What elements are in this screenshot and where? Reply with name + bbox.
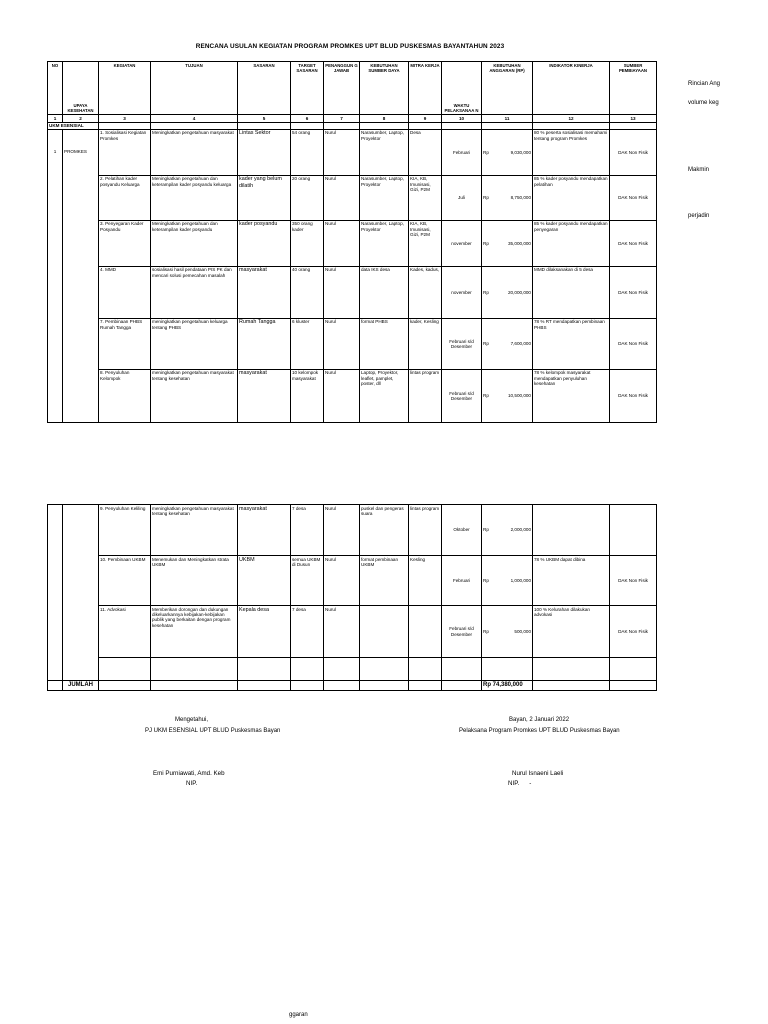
table-row (48, 369, 657, 422)
header-row (48, 62, 657, 115)
table-row (48, 318, 657, 369)
total-label: JUMLAH (63, 681, 99, 691)
cell-anggaran (482, 556, 533, 606)
cell-pj: Nurul (324, 129, 360, 175)
cell-anggaran (482, 129, 533, 175)
cell-target: 7 desa (291, 606, 324, 658)
row-number: 1 (48, 129, 63, 422)
program-name: PROMKES (63, 129, 99, 422)
col-number: 1 (48, 115, 63, 123)
table-row (48, 556, 657, 606)
cell-pj: Nurul (324, 606, 360, 658)
empty-row (48, 658, 657, 681)
cell-sasaran: kader posyandu (238, 220, 291, 266)
cell-indikator: MMD dilaksanakan di 5 desa (533, 266, 610, 318)
cell-waktu: Februari s/d Desember (442, 606, 482, 658)
cell-pj: Nurul (324, 266, 360, 318)
side-note: volume keg (688, 100, 719, 106)
cell-waktu: Juli (442, 175, 482, 220)
cell-sasaran: Lintas Sektor (238, 129, 291, 175)
header-kegiatan: KEGIATAN (99, 62, 151, 115)
total-row (48, 681, 657, 691)
cell-indikator: 85 % kader posyandu mendapatkan penyegaran (533, 220, 610, 266)
col-number: 5 (238, 115, 291, 123)
currency: Rp (483, 341, 489, 347)
header-sasaran: SASARAN (238, 62, 291, 115)
currency: Rp (483, 393, 489, 399)
header-target: TARGET SASARAN (291, 62, 324, 115)
cell-indikator: 78 % RT mendapatkan pembinaan PHBS (533, 318, 610, 369)
cell-mitra: kader, Kesling (409, 318, 442, 369)
cell-indikator: 78 % UKBM dapat dibina (533, 556, 610, 606)
col-number: 13 (610, 115, 657, 123)
amount: 2,000,000 (510, 527, 531, 533)
col-number: 10 (442, 115, 482, 123)
header-tujuan: TUJUAN (151, 62, 238, 115)
cell-target: 54 orang (291, 129, 324, 175)
currency: Rp (483, 195, 489, 201)
cell-waktu: Februari (442, 556, 482, 606)
cell-sumber-daya (360, 606, 409, 658)
cell-anggaran (482, 220, 533, 266)
cell-pj: Nurul (324, 556, 360, 606)
cell-tujuan: Meningkatkan pengetahuan dan keterampilan kader posyandu (151, 220, 238, 266)
nip-label: NIP. (508, 780, 520, 787)
cell-sasaran: Rumah Tangga (238, 318, 291, 369)
cell-kegiatan: 10. Pembinaan UKBM (99, 556, 151, 606)
cell-mitra: lintas program (409, 505, 442, 556)
cell-target: 40 orang (291, 266, 324, 318)
cell-target: 20 orang (291, 175, 324, 220)
cell-anggaran (482, 369, 533, 422)
amount: 7,600,000 (510, 341, 531, 347)
amount: 1,000,000 (510, 577, 531, 583)
cell-sasaran: UKBM (238, 556, 291, 606)
signature-left-role: PJ UKM ESENSIAL UPT BLUD Puskesmas Bayan (145, 728, 281, 734)
cell-waktu: Februari s/d Desember (442, 369, 482, 422)
table-row (48, 175, 657, 220)
cell-sumber-daya: format PHBS (360, 318, 409, 369)
cell-mitra (409, 606, 442, 658)
col-number: 9 (409, 115, 442, 123)
cell-indikator: 78 % kelompok masyarakat mendapatkan penyuluhan kesehatan (533, 369, 610, 422)
cell-sasaran: kader yang belum dilatih (238, 175, 291, 220)
header-sumber-biaya: SUMBER PEMBIAYAAN (610, 62, 657, 115)
cell-sumber-daya: Narasumber, Laptop, Proyektor (360, 220, 409, 266)
amount: 9,030,000 (510, 149, 531, 155)
cell-kegiatan: 2. Pelatihan kader posyandu Keluarga (99, 175, 151, 220)
cell-kegiatan: 11. Advokasi (99, 606, 151, 658)
amount: 20,000,000 (508, 289, 531, 295)
table-row (48, 266, 657, 318)
cell-target: 350 orang kader (291, 220, 324, 266)
cell-waktu: Februari (442, 129, 482, 175)
currency: Rp (483, 289, 489, 295)
cell-sumber-daya: Narasumber, Laptop, Proyektor (360, 129, 409, 175)
cell-kegiatan: 1. Sosialisasi Kegiatan Promkes (99, 129, 151, 175)
cell-waktu: november (442, 220, 482, 266)
cell-pj: Nurul (324, 175, 360, 220)
cell-sumber-biaya: DAK Non Fisik (610, 606, 657, 658)
col-number: 6 (291, 115, 324, 123)
cell-target: semua UKBM di Dusun (291, 556, 324, 606)
cell-sumber-biaya: DAK Non Fisik (610, 369, 657, 422)
signature-right-nip (508, 780, 531, 787)
cell-indikator: 100 % Kelurahan dilakukan advokasi (533, 606, 610, 658)
cell-sumber-daya: format pembinaan UKBM (360, 556, 409, 606)
section-row (48, 123, 657, 130)
currency: Rp (483, 628, 489, 634)
cell-sasaran: Kepala desa (238, 606, 291, 658)
cell-sasaran: masyarakat (238, 505, 291, 556)
header-mitra: MITRA KERJA (409, 62, 442, 115)
cell-sumber-biaya: DAK Non Fisik (610, 129, 657, 175)
cell-anggaran (482, 318, 533, 369)
cell-kegiatan: 9. Penyuluhan Keliling (99, 505, 151, 556)
nip-value: - (529, 780, 532, 787)
signature-date: Bayan, 2 Januari 2022 (509, 717, 570, 723)
cell-waktu: Februari s/d Desember (442, 318, 482, 369)
cell-sumber-biaya: DAK Non Fisik (610, 175, 657, 220)
cell-kegiatan: 7. Pembinaan PHBS Rumah Tangga (99, 318, 151, 369)
currency: Rp (483, 149, 489, 155)
currency: Rp (483, 240, 489, 246)
activity-plan-table-continued (47, 504, 657, 691)
amount: 10,500,000 (508, 393, 531, 399)
cell-indikator: 85 % kader posyandu mendapatkan pelatihan (533, 175, 610, 220)
amount: 8,750,000 (510, 195, 531, 201)
signature-right-name: Nurul Isnaeni Laeli (512, 770, 564, 777)
cell-mitra: lintas program (409, 369, 442, 422)
cell-mitra: KIA, KB, Imunisasi, Gizi, P2M (409, 220, 442, 266)
cell-sumber-biaya: DAK Non Fisik (610, 318, 657, 369)
cell-anggaran (482, 606, 533, 658)
cell-mitra: Kesling (409, 556, 442, 606)
cell-target: 10 kelompok masyarakat (291, 369, 324, 422)
cell-kegiatan: 8. Penyuluhan Kelompok (99, 369, 151, 422)
cell-tujuan: Meningkatkan pengetahuan masyarakat (151, 129, 238, 175)
col-number: 7 (324, 115, 360, 123)
header-waktu: WAKTU PELAKSANAA N (442, 62, 482, 115)
cell-sumber-biaya: DAK Non Fisik (610, 556, 657, 606)
signature-left-nip: NIP. (186, 780, 198, 787)
col-number: 11 (482, 115, 533, 123)
cell-sumber-daya: puskel dan pengeras suara (360, 505, 409, 556)
cell-anggaran (482, 266, 533, 318)
currency: Rp (483, 527, 489, 533)
table-row (48, 505, 657, 556)
cell-tujuan: Menemukan dan Meningkatkan strata UKBM (151, 556, 238, 606)
cell-waktu: november (442, 266, 482, 318)
cell-sumber-biaya: DAK Non Fisik (610, 266, 657, 318)
cell-sumber-daya: data IKS desa (360, 266, 409, 318)
side-note: Makmin (688, 167, 710, 173)
total-amount: Rp 74,380,000 (482, 681, 533, 691)
cell-indikator (533, 505, 610, 556)
header-indikator: INDIKATOR KINERJA (533, 62, 610, 115)
cell-tujuan: Meningkatkan pengetahuan dan keterampilan kader posyandu keluarga (151, 175, 238, 220)
cell-anggaran (482, 505, 533, 556)
cell-indikator: 80 % peserta sosialisasi memahami tentang program Promkes (533, 129, 610, 175)
currency: Rp (483, 577, 489, 583)
activity-plan-table (47, 61, 657, 423)
cell-sumber-biaya (610, 505, 657, 556)
cell-tujuan: sosialisasi hasil pendataan PIS PK dan mencari solusi pemecahan masalah (151, 266, 238, 318)
header-no: NO (48, 62, 63, 115)
amount: 35,000,000 (508, 240, 531, 246)
header-anggaran: KEBUTUHAN ANGGARAN (RP) (482, 62, 533, 115)
cell-anggaran (482, 175, 533, 220)
cell-mitra: Desa (409, 129, 442, 175)
column-number-row (48, 115, 657, 123)
cell-mitra: KIA, KB, Imunisasi, Gizi, P2M (409, 175, 442, 220)
header-sumber-daya: KEBUTUHAN SUMBER DAYA (360, 62, 409, 115)
signature-left-name: Emi Purniawati, Amd. Keb (153, 770, 225, 777)
cell-sumber-daya: Narasumber, Laptop, Proyektor (360, 175, 409, 220)
section-label: UKM ESENSIAL (48, 123, 99, 130)
signature-left-heading: Mengetahui, (175, 717, 209, 723)
cell-pj: Nurul (324, 220, 360, 266)
page-title: RENCANA USULAN KEGIATAN PROGRAM PROMKES UPT BLUD PUSKESMAS BAYANTAHUN 2023 (195, 43, 505, 50)
cell-sasaran: masyarakat (238, 369, 291, 422)
cell-tujuan: meningkatkan pengetahuan keluarga tentang PHBS (151, 318, 238, 369)
table-row (48, 220, 657, 266)
amount: 500,000 (514, 628, 531, 634)
cell-tujuan: meningkatkan pengetahuan masyarakat tentang kesehatan (151, 369, 238, 422)
header-pj: PENANGGUN G JAWAB (324, 62, 360, 115)
table-row (48, 129, 657, 175)
signature-right-role: Pelaksana Program Promkes UPT BLUD Puskesmas Bayan (459, 728, 620, 734)
table-row (48, 606, 657, 658)
col-number: 2 (63, 115, 99, 123)
footer-fragment: ggaran (289, 1012, 308, 1018)
header-upaya: UPAYA KESEHATAN (63, 62, 99, 115)
cell-mitra: Kades, kadus, (409, 266, 442, 318)
cell-waktu: Oktober (442, 505, 482, 556)
col-number: 12 (533, 115, 610, 123)
cell-kegiatan: 3. Penyegaran Kader Posyandu (99, 220, 151, 266)
cell-pj: Nurul (324, 505, 360, 556)
cell-target: 6 kluster (291, 318, 324, 369)
cell-sumber-daya: Laptop, Proyektor, leaflet, pamplet, poster, dll (360, 369, 409, 422)
cell-kegiatan: 4. MMD (99, 266, 151, 318)
cell-pj: Nurul (324, 369, 360, 422)
col-number: 8 (360, 115, 409, 123)
cell-sumber-biaya: DAK Non Fisik (610, 220, 657, 266)
cell-pj: Nurul (324, 318, 360, 369)
side-note: Rincian Ang (688, 81, 721, 87)
side-note: perjadin (688, 213, 710, 219)
cell-tujuan: meningkatkan pengetahuan masyarakat tentang kesehatan (151, 505, 238, 556)
col-number: 4 (151, 115, 238, 123)
cell-sasaran: masyarakat (238, 266, 291, 318)
col-number: 3 (99, 115, 151, 123)
cell-tujuan: Memberikan dorongan dan dukungan dikeluarkannya kebijakan-kebijakan publik yang berkaitan dengan program kesehatan (151, 606, 238, 658)
cell-target: 7 desa (291, 505, 324, 556)
